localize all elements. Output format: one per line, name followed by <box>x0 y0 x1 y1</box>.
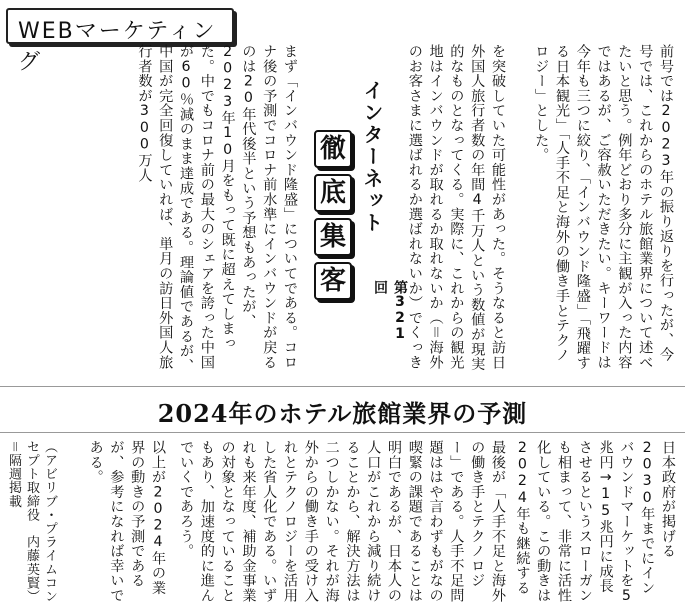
serial-number: 第321回 <box>372 280 408 342</box>
article-column-2: まず「インバウンド隆盛」についてである。コロナ後の予測でコロナ前水準にインバウンドが戻るのは20年代後半という予想もあったが、2023年10月をもって既に超えてしまった。中でもコロナ前の最大のシェアを誇った中国が60％減のまま達成である。理論値であるが、中国が完全回復していれば、単月の訪日外国人旅行者数が300万人 <box>136 44 298 374</box>
divider-bottom <box>0 432 685 433</box>
article-column-7: 以上が2024年の業界の動きの予測であるが、参考になれば幸いである。 <box>87 440 166 603</box>
serial-box-4: 客 <box>314 262 352 300</box>
serial-box-2: 底 <box>314 174 352 212</box>
serial-subtitle: インターネット <box>360 80 384 234</box>
section-tag <box>6 8 234 75</box>
serial-boxes <box>314 130 354 306</box>
serial-box-3: 集 <box>314 218 352 256</box>
headline: 2024年のホテル旅館業界の予測 <box>157 399 528 428</box>
byline: （アビリブ・プライムコンセプト取締役 内藤英賢）＝隔週掲載 <box>6 440 57 604</box>
article-column-1: 前号では2023年の振り返りを行ったが、今号では、これからのホテル旅館業界について述べたいと思う。例年どおり多分に主観が入った内容ではあるが、ご容赦いただきたい。キーワードは今年も三つに絞り、「インバウンド隆盛」「飛躍する日本観光」「人手不足と海外の働き手とテクノロジー」とした。 <box>533 44 674 371</box>
article-column-4 <box>300 370 301 371</box>
section-tag-label: WEBマーケティング <box>18 19 217 75</box>
serial-box-1: 徹 <box>314 130 352 168</box>
serial-title-block <box>308 80 408 352</box>
article-column-6: 最後が「人手不足と海外の働き手とテクノロジー」である。人手不足問題ははや言わずもがなの喫緊の課題であることは明白であるが、日本人の人口がこれから減り続けることから、解決方法は二つしかない。それが海外からの働き手の受け入れとテクノロジーを活用した省人化である。いずれも来年度、補助金事業の対象となっていることもあり、加速度的に進んでいくであろう。 <box>178 440 506 603</box>
article-column-5: 日本政府が掲げる2030年までにインバウンドマーケットを5兆円→15兆円に成長させるというスローガンも相まって、非常に活性化している。この動きは2024年も継続する <box>514 440 676 605</box>
divider-top <box>0 386 685 387</box>
article-column-3: を突破していた可能性があった。そうなると訪日外国人旅行者数の年間4千万人という数値が現実的なものとなってくる。実際に、これからの観光地はインバウンドが取れるか取れないか（＝海外のお客さまに選ばれるか選ばれないか）でくっき <box>406 44 506 372</box>
